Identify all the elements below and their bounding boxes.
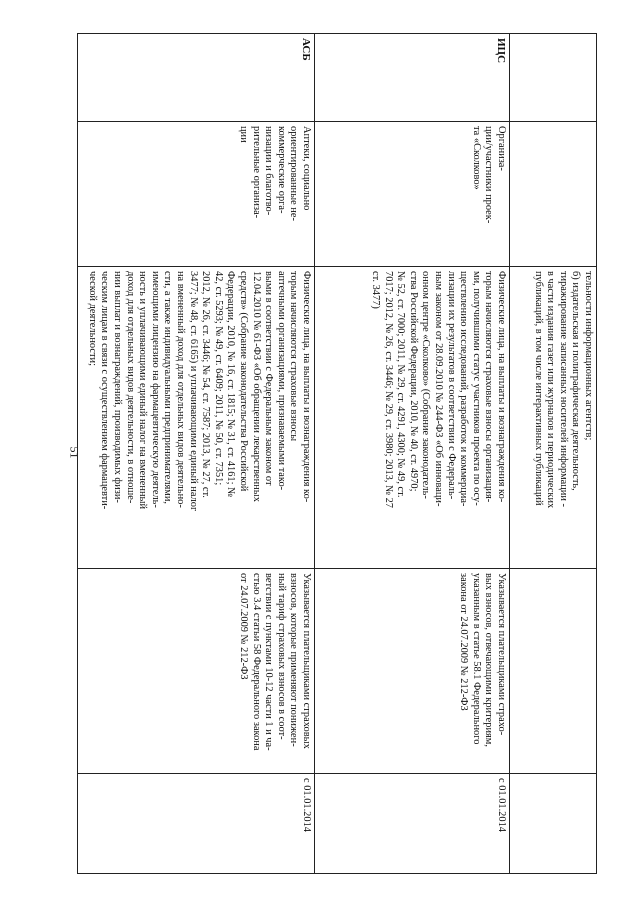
- text-line: Физические лица, на выплаты и вознаграждения ко-: [301, 271, 312, 503]
- text-line: ции: [238, 126, 250, 143]
- note-cell: [78, 569, 315, 774]
- note-cell: [315, 569, 510, 774]
- payer-cell: [78, 122, 315, 267]
- text-line: Указывается плательщиками страховых: [301, 573, 312, 749]
- text-line: от 24.07.2009 № 212-ФЗ: [238, 573, 250, 680]
- text-line: торым начисляются страховые взносы организация-: [483, 271, 495, 503]
- text-line: стью 3.4 статьи 58 Федерального закона: [250, 573, 262, 751]
- text-line: онном центре «Сколково» (Собрание законодатель-: [420, 271, 432, 499]
- text-line: указанным в статье 58.1 Федерального: [470, 573, 482, 745]
- text-line: ным законом от 28.09.2010 № 244-ФЗ «Об инноваци-: [433, 271, 445, 507]
- text-line: ность и уплачивающими единый налог на вмененный: [137, 271, 149, 510]
- text-line: 12.04.2010 № 61-ФЗ «Об обращении лекарственных: [250, 271, 262, 502]
- text-line: ми, получившими статус участников проекта по осу-: [470, 271, 482, 506]
- text-line: Аптеки, социально: [301, 126, 312, 211]
- page-number: 51: [67, 446, 82, 459]
- text-line: нии выплат и вознаграждений, производимых физи-: [112, 271, 124, 503]
- rotated-table-container: [77, 33, 597, 873]
- text-line: на вмененный доход для отдельных видов деятельно-: [175, 271, 187, 508]
- text-line: № 52, ст. 7000; 2011, № 29, ст. 4291, 4300; № 49, ст.: [395, 271, 407, 498]
- text-line: Физические лица, на выплаты и вознаграждения ко-: [496, 271, 507, 503]
- text-line: Указывается плательщиками страхо-: [496, 573, 507, 736]
- contribution-cell: [315, 267, 510, 569]
- text-line: ст. 3477): [370, 271, 382, 309]
- text-line: Федерации, 2010, № 16, ст. 1815; № 31, ст. 4161; №: [225, 271, 237, 498]
- date-cell: с 01.01.2014: [315, 774, 510, 874]
- text-line: 7017; 2012, № 26, ст. 3446; № 29, ст. 3980; 2013, № 27: [382, 271, 394, 508]
- text-line: тиражирование записанных носителей информации -: [557, 271, 569, 507]
- text-line: лизации их результатов в соответствии с Федераль-: [445, 271, 457, 500]
- text-line: торым начисляются страховые взносы: [288, 271, 300, 442]
- note-cell: [510, 569, 597, 774]
- text-line: аптечными организациями, признаваемыми тако-: [275, 271, 287, 491]
- text-line: ориентированные не-: [288, 126, 300, 221]
- text-line: публикаций, в том числе интерактивных публикаций: [532, 271, 544, 506]
- text-line: ветствии с пунктами 10-12 части 1 и ча-: [263, 573, 275, 751]
- text-line: б) издательская и полиграфическая деятельность,: [570, 271, 582, 491]
- text-line: Организа-: [496, 126, 507, 171]
- text-line: в части издания газет или журналов и периодических: [545, 271, 557, 509]
- text-line: тельности информационных агентств;: [583, 271, 594, 441]
- table-row: [78, 34, 315, 874]
- text-line: коммерческие орга-: [275, 126, 287, 214]
- code-cell: ИЦС: [315, 34, 510, 122]
- text-line: 42, ст. 5293; № 49, ст. 6409; 2011, № 50, ст. 7351;: [212, 271, 224, 486]
- text-line: низации и благотво-: [263, 126, 275, 216]
- text-line: вых взносов, отвечающими критериям,: [483, 573, 495, 747]
- text-line: ческим лицам в связи с осуществлением фармацевти-: [99, 271, 111, 510]
- text-line: рительные организа-: [250, 126, 262, 219]
- contribution-cell: [510, 267, 597, 569]
- text-line: взносов, которые применяют понижен-: [288, 573, 300, 747]
- text-line: ческой деятельности;: [86, 271, 98, 366]
- text-line: закона от 24.07.2009 № 212-ФЗ: [458, 573, 470, 711]
- text-line: средств» (Собрание законодательства Российской: [238, 271, 250, 492]
- table-row: [510, 34, 597, 874]
- text-line: доход для отдельных видов деятельности, в отноше-: [124, 271, 136, 504]
- text-line: та «Сколково»: [470, 126, 482, 190]
- payer-cell: [510, 122, 597, 267]
- text-line: имеющими лицензию на фармацевтическую деятель-: [149, 271, 161, 508]
- text-line: сти, а также индивидуальными предпринимателями,: [162, 271, 174, 505]
- tariff-codes-table: [77, 33, 597, 874]
- date-cell: с 01.01.2014: [78, 774, 315, 874]
- text-line: ный тариф страховых взносов в соот-: [275, 573, 287, 740]
- code-cell: [510, 34, 597, 122]
- text-line: 3477; № 48, ст. 6165) и уплачивающими единый налог: [187, 271, 199, 512]
- text-line: ществлению исследований, разработок и коммерциа-: [458, 271, 470, 507]
- text-line: ции/участники проек-: [483, 126, 495, 224]
- payer-cell: [315, 122, 510, 267]
- text-line: выми в соответствии с Федеральным законом от: [263, 271, 275, 486]
- code-cell: АСБ: [78, 34, 315, 122]
- table-row: [315, 34, 510, 874]
- text-line: 2012, № 26, ст. 3446; № 54, ст. 7587; 2013, № 27, ст.: [200, 271, 212, 498]
- text-line: ства Российской Федерации, 2010, № 40, ст. 4970;: [407, 271, 419, 492]
- contribution-cell: [78, 267, 315, 569]
- date-cell: [510, 774, 597, 874]
